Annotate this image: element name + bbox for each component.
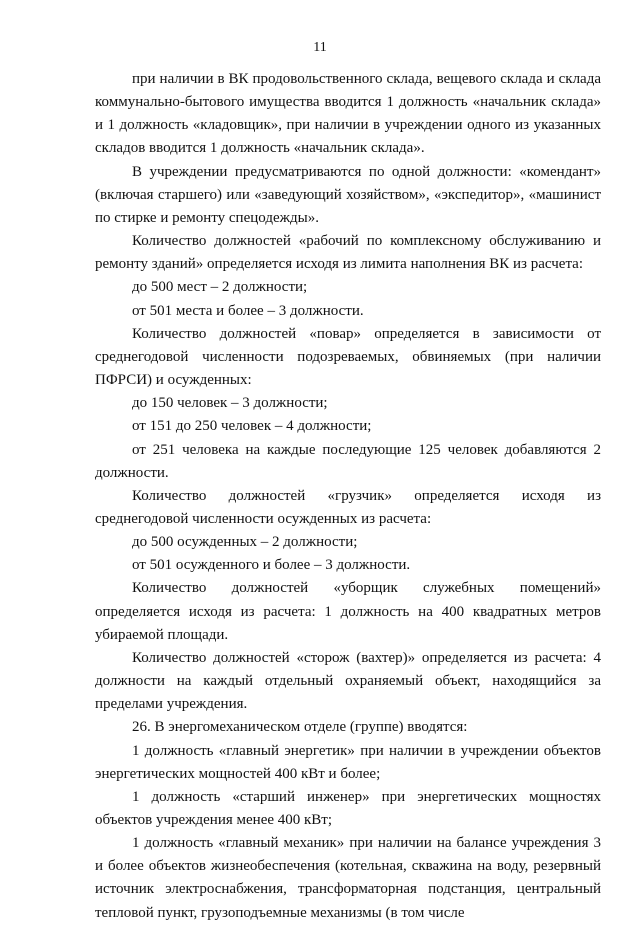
paragraph-energy-department: 26. В энергомеханическом отделе (группе) вводятся: bbox=[132, 719, 468, 736]
paragraph-cleaner-positions: Количество должностей «уборщик служебных помещений» определяется исходя из расчета: 1 должность на 400 квадратных метров убираемой площади. bbox=[95, 580, 601, 643]
paragraph-commandant-positions: В учреждении предусматриваются по одной должности: «комендант» (включая старшего) или «заведующий хозяйством», «экспедитор», «машинист по стирке и ремонту спецодежды». bbox=[95, 163, 601, 226]
paragraph-loader-positions: Количество должностей «грузчик» определяется исходя из среднегодовой численности осужденных из расчета: bbox=[95, 487, 601, 527]
list-item: до 150 человек – 3 должности; bbox=[132, 395, 328, 412]
list-item: до 500 осужденных – 2 должности; bbox=[132, 534, 358, 551]
paragraph-cook-positions: Количество должностей «повар» определяется в зависимости от среднегодовой численности подозреваемых, обвиняемых (при наличии ПФРСИ) и осужденных: bbox=[95, 325, 601, 389]
paragraph-chief-mechanic: 1 должность «главный механик» при наличии на балансе учреждения 3 и более объектов жизнеобеспечения (котельная, скважина на воду, резервный источник электроснабжения, трансформаторная подстанция, центральный тепловой пункт, грузоподъемные механизмы (в том числе bbox=[95, 835, 601, 921]
document-body bbox=[95, 68, 601, 925]
paragraph-chief-power-engineer: 1 должность «главный энергетик» при наличии в учреждении объектов энергетических мощностей 400 кВт и более; bbox=[95, 742, 601, 782]
paragraph-maintenance-worker: Количество должностей «рабочий по комплексному обслуживанию и ремонту зданий» определяется исходя из лимита наполнения ВК из расчета: bbox=[95, 233, 601, 273]
paragraph-storage-positions: при наличии в ВК продовольственного склада, вещевого склада и склада коммунально-бытового имущества вводится 1 должность «начальник склада» и 1 должность «кладовщик», при наличии в учреждении одного из указанных складов вводится 1 должность «начальник склада». bbox=[95, 71, 601, 157]
list-item: от 501 места и более – 3 должности. bbox=[132, 302, 364, 319]
page-number: 11 bbox=[313, 40, 327, 55]
paragraph-guard-positions: Количество должностей «сторож (вахтер)» определяется из расчета: 4 должности на каждый отдельный охраняемый объект, находящийся за пределами учреждения. bbox=[95, 649, 601, 713]
list-item: от 501 осужденного и более – 3 должности. bbox=[132, 557, 411, 574]
list-item: до 500 мест – 2 должности; bbox=[132, 279, 308, 296]
list-item: от 251 человека на каждые последующие 125 человек добавляются 2 должности. bbox=[95, 441, 601, 481]
list-item: от 151 до 250 человек – 4 должности; bbox=[132, 418, 372, 435]
paragraph-senior-engineer: 1 должность «старший инженер» при энергетических мощностях объектов учреждения менее 400 кВт; bbox=[95, 788, 601, 828]
